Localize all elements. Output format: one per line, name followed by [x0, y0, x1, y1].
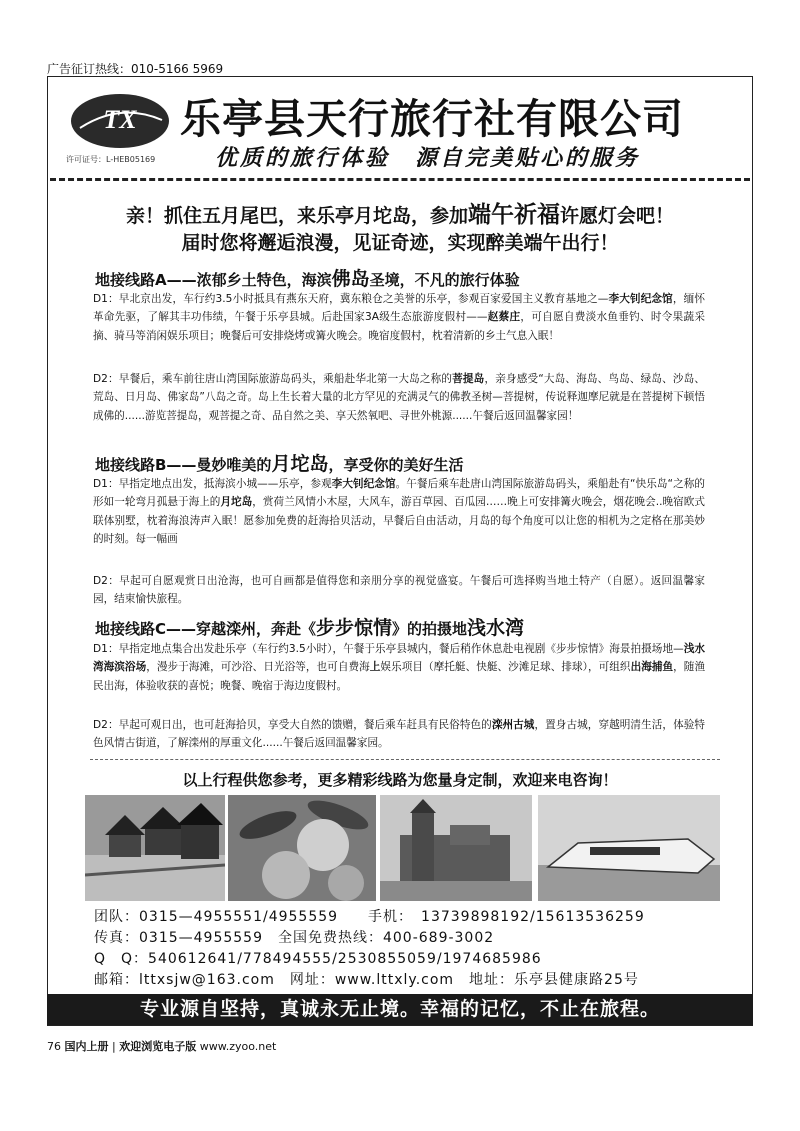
headline-line-1: 亲！抓住五月尾巴，来乐亭月坨岛，参加端午祈福许愿灯会吧！	[125, 202, 675, 228]
page-number: 76	[47, 1040, 61, 1053]
divider-thin	[90, 759, 720, 760]
footer-url[interactable]: www.zyoo.net	[199, 1040, 277, 1053]
reference-note: 以上行程供您参考，更多精彩线路为您量身定制，欢迎来电咨询！	[182, 771, 618, 789]
route-a-day2: D2：早餐后，乘车前往唐山湾国际旅游岛码头，乘船赴华北第一大岛之称的菩提岛，亲身感受“大岛、海岛、鸟岛、绿岛、沙岛、荒岛、日月岛、佛家岛”八岛之奇。岛上生长着大量的北方罕见的充满灵气的佛教圣树—菩提树，传说释迦摩尼就是在菩提树下顿悟成佛的......游览菩提岛，观菩提之奇、品自然之美、享天然氧吧、寻世外桃源......午餐后返回温馨家园！	[93, 373, 705, 422]
divider	[50, 178, 750, 181]
contact-fax-hotline: 传真：0315—4955559 全国免费热线：400-689-3002	[94, 930, 495, 946]
route-a-title: 地接线路A——浓郁乡土特色，海滨佛岛圣境，不凡的旅行体验	[95, 268, 520, 290]
company-slogan: 优质的旅行体验 源自完美贴心的服务	[215, 146, 641, 171]
route-c-title: 地接线路C——穿越滦州，奔赴《步步惊情》的拍摄地浅水湾	[95, 617, 525, 639]
ad-hotline: 广告征订热线：010-5166 5969	[47, 62, 224, 76]
route-a-day1: D1：早北京出发，车行约3.5小时抵具有燕东天府，冀东粮仓之美誉的乐亭，参观百家爱国主义教育基地之—李大钊纪念馆，缅怀革命先驱，了解其丰功伟绩，午餐于乐亭县城。后赴国家3A级生态旅游度假村——赵蔡庄，可自愿自费淡水鱼垂钓、时令果蔬采摘、骑马等消闲娱乐项目；晚餐后可安排烧烤或篝火晚会。晚宿度假村，枕着清新的乡土气息入眠！	[93, 293, 706, 342]
route-c-day2: D2：早起可观日出，也可赶海拾贝，享受大自然的馈赠，餐后乘车赶具有民俗特色的滦州古城，置身古城，穿越明清生活，体验特色风情古街道，了解滦州的厚重文化......午餐后返回温馨家园。	[93, 719, 705, 750]
route-b-day2: D2：早起可自愿观赏日出沧海，也可自画都是值得您和亲朋分享的视觉盛宴。午餐后可选择购当地土特产（自愿）。返回温馨家园，结束愉快旅程。	[93, 575, 705, 606]
contact-team-phone: 团队：0315—4955551/4955559 手机： 13739898192/15613536259	[94, 909, 645, 925]
contact-email-web-address: 邮箱：lttxsjw@163.com 网址：www.lttxly.com 地址：乐亭县健康路25号	[94, 972, 639, 988]
photo-peaches	[228, 795, 376, 901]
page-footer: 76 国内上册 | 欢迎浏览电子版 www.zyoo.net	[47, 1040, 277, 1053]
photo-speedboat	[538, 795, 720, 901]
route-c-day1: D1：早指定地点集合出发赴乐亭（车行约3.5小时），午餐于乐亭县城内，餐后稍作休息赴电视剧《步步惊情》海景拍摄场地—浅水湾海滨浴场，漫步于海滩，可沙浴、日光浴等，也可自费海上娱乐项目（摩托艇、快艇、沙滩足球、排球），可组织出海捕鱼，随渔民出海，体验收获的喜悦；晚餐、晚宿于海边度假村。	[93, 643, 706, 692]
logo-text: TX	[103, 105, 137, 134]
license-number: 许可证号：L-HEB05169	[66, 155, 156, 164]
headline-line-2: 届时您将邂逅浪漫，见证奇迹，实现醉美端午出行！	[181, 232, 619, 254]
photo-wooden-cabins	[85, 795, 225, 901]
company-name: 乐亭县天行旅行社有限公司	[180, 95, 684, 143]
footer-cta: 欢迎浏览电子版	[119, 1040, 197, 1053]
route-b-day1: D1：早指定地点出发，抵海滨小城——乐亭，参观李大钊纪念馆。午餐后乘车赴唐山湾国际旅游岛码头，乘船赴有“快乐岛“之称的形如一轮弯月孤悬于海上的月坨岛，赏荷兰风情小木屋，大风车，游百草园、百瓜园……晚上可安排篝火晚会，烟花晚会..晚宿欧式联体别墅，枕着海浪涛声入眠！愿参加免费的赶海拾贝活动，早餐后自由活动，月岛的每个角度可以让您的相机为之定格在那美妙的时刻。每一幅画	[93, 478, 706, 545]
company-logo	[70, 92, 170, 150]
photo-castle-building	[380, 795, 532, 901]
route-b-title: 地接线路B——曼妙唯美的月坨岛，享受你的美好生活	[95, 453, 464, 475]
contact-qq: Q Q：540612641/778494555/2530855059/1974685986	[94, 951, 542, 967]
section-name: 国内上册	[64, 1040, 109, 1053]
bottom-banner: 专业源自坚持，真诚永无止境。幸福的记忆，不止在旅程。	[47, 994, 753, 1025]
